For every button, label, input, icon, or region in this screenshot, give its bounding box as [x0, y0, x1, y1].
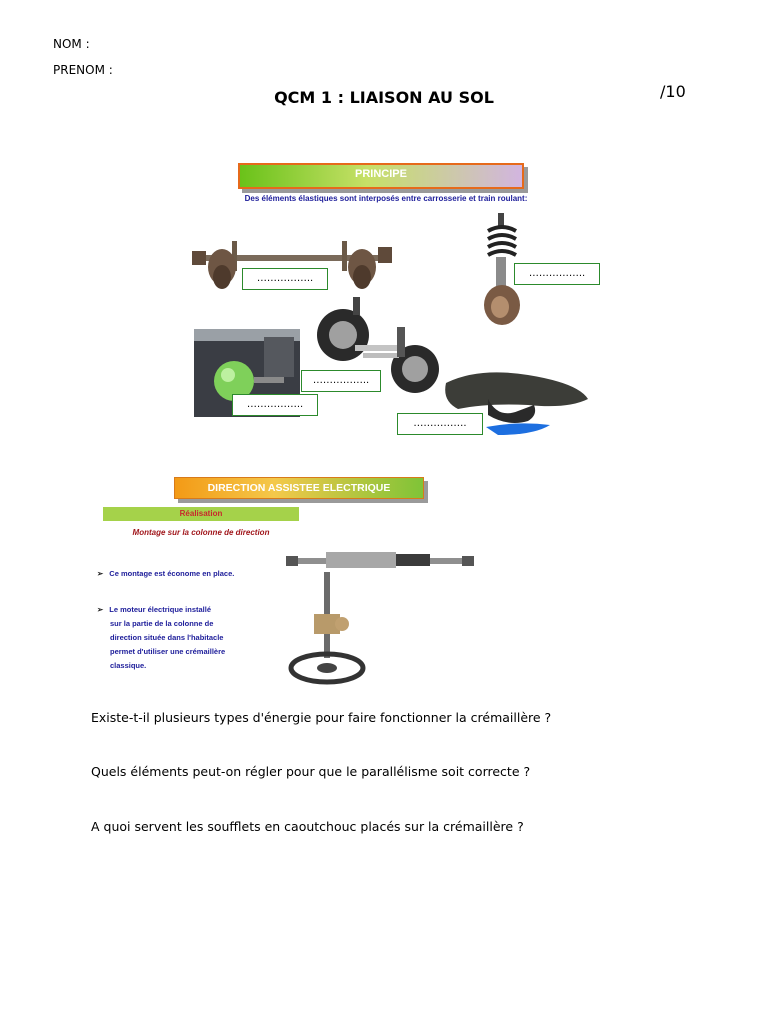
- score-total: /10: [660, 82, 686, 101]
- principe-banner: PRINCIPE: [238, 163, 524, 189]
- bullet-text: classique.: [110, 661, 147, 670]
- bullet-item: [97, 603, 225, 673]
- answer-box-rubber-mount[interactable]: …………….: [397, 413, 483, 435]
- principe-figure: [180, 157, 592, 433]
- principe-subtitle: Des éléments élastiques sont interposés entre carrosserie et train roulant:: [244, 194, 528, 203]
- bullet-text: permet d'utiliser une crémaillère: [110, 647, 226, 656]
- question-2: Quels éléments peut-on régler pour que le parallélisme soit correcte ?: [91, 764, 531, 779]
- montage-subheading: Montage sur la colonne de direction: [132, 528, 270, 537]
- answer-box-coil-spring[interactable]: ……………..: [514, 263, 600, 285]
- bullet-text: direction située dans l'habitacle: [110, 633, 224, 642]
- bullet-text: Ce montage est économe en place.: [109, 569, 235, 578]
- bullet-text: Le moteur électrique installé: [109, 605, 211, 614]
- direction-banner: DIRECTION ASSISTEE ELECTRIQUE: [174, 477, 424, 499]
- bullet-item: [97, 567, 234, 581]
- question-1: Existe-t-il plusieurs types d'énergie pour faire fonctionner la crémaillère ?: [91, 710, 552, 725]
- answer-box-rear-axle[interactable]: ……………..: [242, 268, 328, 290]
- bullet-arrow-icon: ➢: [97, 605, 104, 614]
- question-3: A quoi servent les soufflets en caoutchouc placés sur la crémaillère ?: [91, 819, 524, 834]
- bullet-text: sur la partie de la colonne de: [110, 619, 214, 628]
- bullet-arrow-icon: ➢: [97, 569, 104, 578]
- direction-figure: [91, 468, 476, 694]
- answer-box-sphere[interactable]: ……………..: [232, 394, 318, 416]
- answer-box-suspension[interactable]: ……………..: [301, 370, 381, 392]
- page-title: QCM 1 : LIAISON AU SOL: [274, 88, 494, 107]
- nom-label: NOM :: [53, 37, 90, 51]
- prenom-label: PRENOM :: [53, 63, 113, 77]
- steering-rack-image: [286, 544, 476, 694]
- realisation-heading: Réalisation: [103, 507, 299, 521]
